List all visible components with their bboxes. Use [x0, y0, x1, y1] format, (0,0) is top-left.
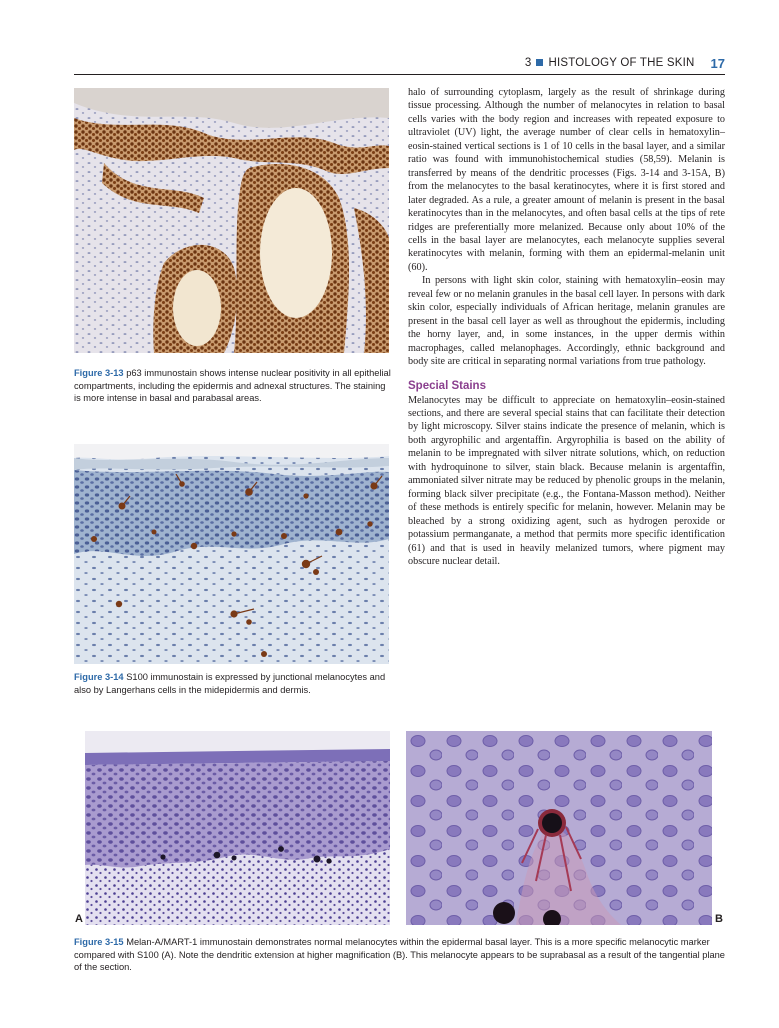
figure-3-14-label: Figure 3-14: [74, 672, 124, 682]
page-number: 17: [710, 55, 725, 71]
body-paragraph-3: Melanocytes may be difficult to appreciate on hematoxylin–eosin-stained sections, and there are several special stains that can facilitate their detection by light microscopy. Silver stains indicate the presence of melanin, which is both argyrophilic and argentaffin. Argyrophilia is based on the ability of melanin to be impregnated with silver nitrate solutions, which, on reduction with hydroquinone to silver, stain black. Because melanin is argentaffin, ammoniated silver nitrate may be reduced by phenolic groups in the melanin, forming black silver precipitate (e.g., the Fontana-Masson method). Neither of these methods is entirely specific for melanin, however. Melanin may be bleached by a strong oxidizing agent, such as hydrogen peroxide or potassium permanganate, a method that permits more specific identification (61) and that is used in heavily melanized tumors, where pigment may obscure nuclear detail.: [408, 394, 725, 567]
figure-3-15b-image: [406, 731, 712, 925]
figure-3-14-image: [74, 444, 389, 664]
figure-3-13-caption-text: p63 immunostain shows intense nuclear positivity in all epithelial compartments, including the epidermis and adnexal structures. The staining is more intense in basal and parabasal areas.: [74, 368, 391, 404]
figure-3-15-caption: [74, 936, 725, 974]
square-bullet-icon: [536, 59, 543, 66]
figure-3-14-caption-text: S100 immunostain is expressed by junctional melanocytes and also by Langerhans cells in the midepidermis and dermis.: [74, 672, 386, 695]
figure-3-15-panel-b-label: B: [715, 913, 723, 925]
body-text-column: [408, 86, 725, 568]
figure-3-15a-image: [85, 731, 390, 925]
chapter-title: HISTOLOGY OF THE SKIN: [548, 57, 695, 69]
figure-3-15-caption-text: Melan-A/MART-1 immunostain demonstrates normal melanocytes within the epidermal basal layer. This is a more specific melanocytic marker compared with S100 (A). Note the dendritic extension at higher magnification (B). This melanocyte appears to be suprabasal as a result of the tangential plane of the section.: [74, 937, 725, 973]
figure-3-13-image: [74, 88, 389, 353]
figure-3-13-label: Figure 3-13: [74, 368, 124, 378]
body-paragraph-2: In persons with light skin color, staining with hematoxylin–eosin may reveal few or no melanin granules in the basal cell layer. In persons with dark skin color, especially individuals of African heritage, melanin granules are present in the basal cell layer as well as throughout the epidermis, including the horny layer, and, in some instances, in the upper dermis within macrophages, called melanophages. Accordingly, ethnic background and body site are critical in separating normal variations from true pathology.: [408, 275, 725, 368]
chapter-number: 3: [524, 57, 532, 69]
figure-3-13-caption: [74, 367, 391, 405]
figure-3-14-caption: [74, 671, 391, 696]
section-heading-special-stains: Special Stains: [408, 379, 486, 392]
figure-3-15-panel-a-label: A: [75, 913, 83, 925]
figure-3-15-label: Figure 3-15: [74, 937, 124, 947]
running-header: [74, 52, 725, 75]
body-paragraph-1: halo of surrounding cytoplasm, largely as the result of shrinkage during tissue processing. Although the number of melanocytes in relation to basal cells varies with the body region and increases with repeated exposure to ultraviolet (UV) light, the average number of clear cells in hematoxylin–eosin-stained vertical sections is 1 of 10 cells in the basal layer, and a similar ratio was found with immunohistochemical studies (58,59). Melanin is transferred by means of the dendritic processes (Figs. 3-14 and 3-15A, B) from the melanocytes to the basal keratinocytes, where it is first stored and later degraded. As a rule, a greater amount of melanin is present in the basal keratinocytes than in the melanocytes, and often basal cells at the tips of rete ridges are preferentially more melanized. Because only about 10% of the cells in the basal layer are melanocytes, each melanocyte supplies several keratinocytes with melanin, forming with them an epidermal-melanin unit (60).: [408, 87, 725, 273]
